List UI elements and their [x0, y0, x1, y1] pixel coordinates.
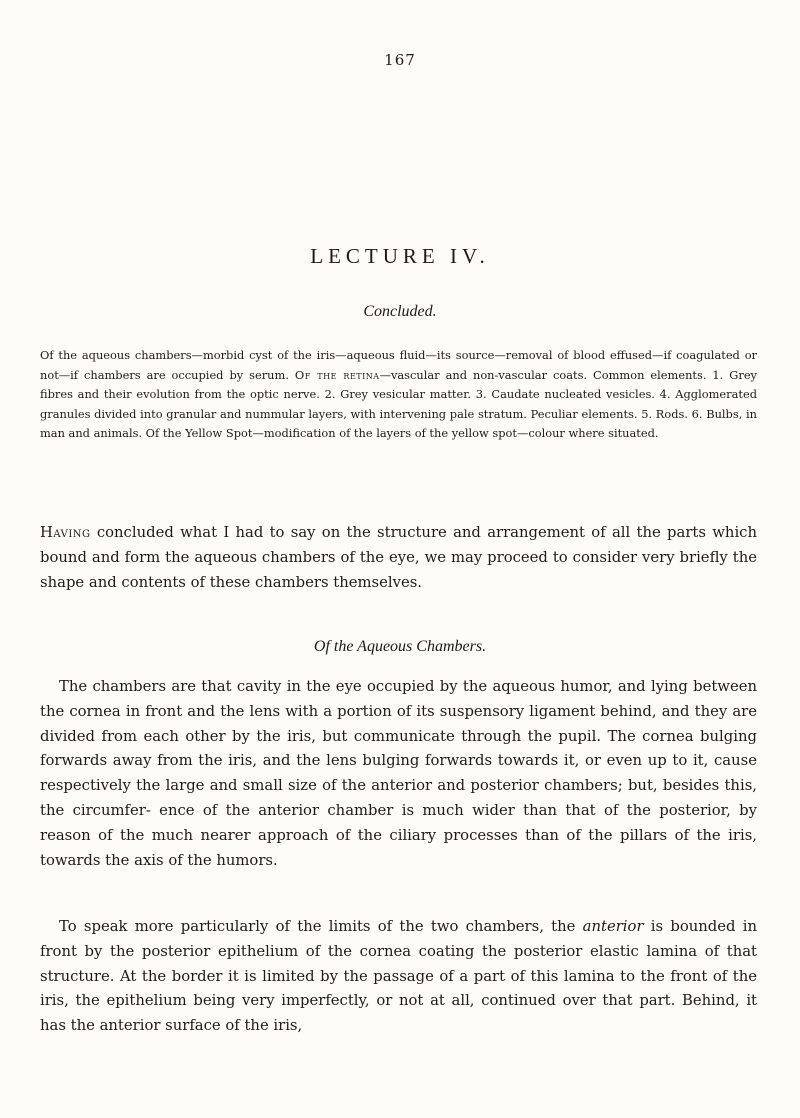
- body-paragraph-2-emphasis: anterior: [582, 918, 644, 935]
- body-paragraph-1-text: The chambers are that cavity in the eye occupied by the aqueous humor, and lying between the cornea in front and the lens with a portion of its suspensory ligament behind, and they are divided from each other by the iris, but communicate through the pupil. The cornea bulging forwards away from the iris, and the lens bulging forwards towards it, or even up to it, cause respectively the large and small size of the anterior and posterior chambers; but, besides this, the circumfer- ence of the anterior chamber is much wider than that of the posterior, by reason of the much nearer approach of the ciliary processes than of the pillars of the iris, towards the axis of the humors.: [40, 678, 757, 869]
- page-number: 167: [384, 51, 416, 69]
- lecture-title: LECTURE IV.: [310, 244, 490, 268]
- summary-text-1: Of the aqueous chambers—morbid cyst of the iris—aqueous fluid—its source—removal of blood effused—if coagulated or not—if chambers are occupied by serum.: [40, 348, 757, 382]
- body-paragraph-2-start: To speak more particularly of the limits of the two chambers, the: [59, 918, 583, 935]
- intro-text: concluded what I had to say on the structure and arrangement of all the parts which bound and form the aqueous chambers of the eye, we may proceed to consider very briefly the shape and contents of these chambers themselves.: [40, 524, 757, 591]
- body-paragraph-2-end: is bounded in front by the posterior epithelium of the cornea coating the posterior elastic lamina of that structure. At the border it is limited by the passage of a part of this lamina to the front of the iris, the epithelium being very imperfectly, or not at all, continued over that part. Behind, it has the anterior surface of the iris,: [40, 918, 758, 1035]
- body-paragraph-1: [40, 675, 757, 873]
- lecture-subtitle: Concluded.: [363, 303, 437, 320]
- intro-paragraph: [40, 521, 757, 595]
- summary-retina-heading: Of the retina: [294, 367, 380, 382]
- intro-lead-word: Having: [40, 524, 91, 541]
- lecture-summary: [40, 346, 757, 444]
- section-heading: Of the Aqueous Chambers.: [313, 638, 487, 655]
- body-paragraph-2: [40, 915, 757, 1039]
- summary-text-2: —vascular and non-vascular coats. Common elements. 1. Grey fibres and their evolution from the optic nerve. 2. Grey vesicular matter. 3. Caudate nucleated vesicles. 4. Agglomerated granules divided into granular and nummular layers, with intervening pale stratum. Peculiar elements. 5. Rods. 6. Bulbs, in man and animals. Of the Yellow Spot—modification of the layers of the yellow spot—colour where situated.: [40, 367, 757, 440]
